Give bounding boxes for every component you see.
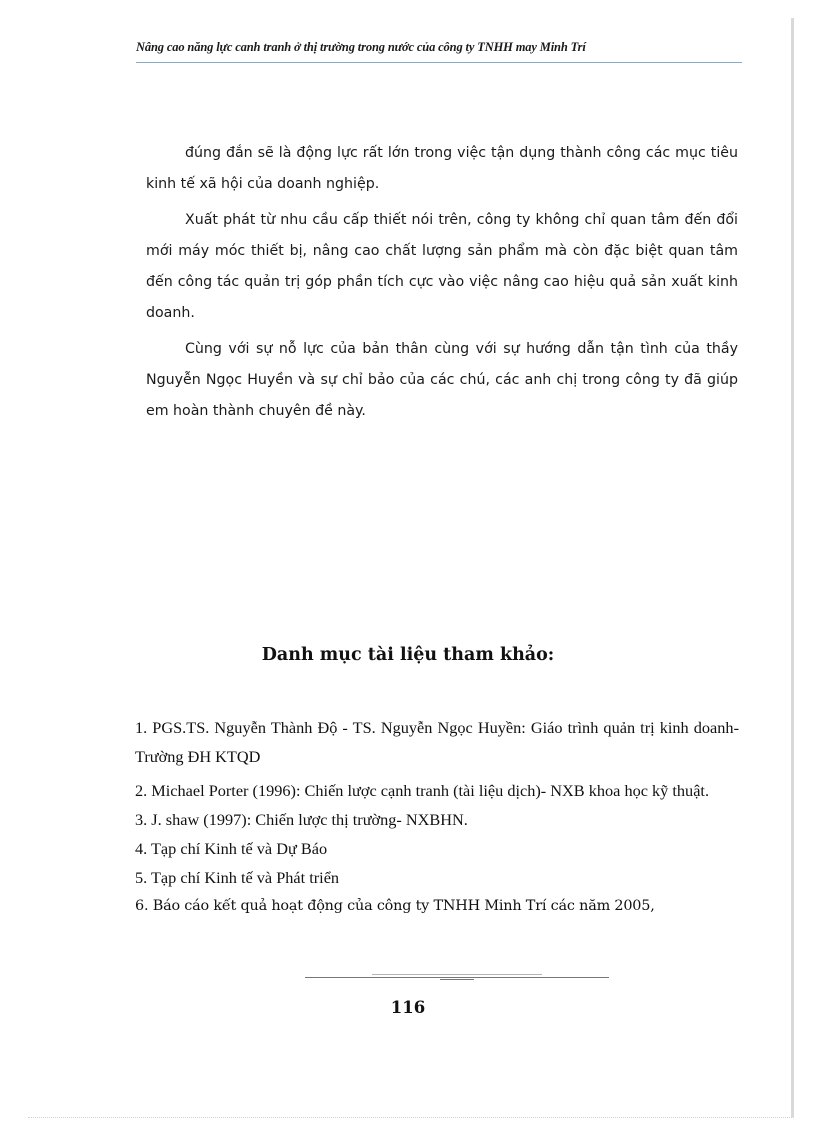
references-title: Danh mục tài liệu tham khảo: <box>261 645 555 665</box>
body-paragraph: đúng đắn sẽ là động lực rất lớn trong việc tận dụng thành công các mục tiêu kinh tế xã hội của doanh nghiệp. <box>146 145 738 192</box>
footer-rule-accent <box>372 974 542 975</box>
body-paragraph: Cùng với sự nỗ lực của bản thân cùng với sự hướng dẫn tận tình của thầy Nguyễn Ngọc Huyền và sự chỉ bảo của các chú, các anh chị trong công ty đã giúp em hoàn thành chuyên đề này. <box>146 341 738 419</box>
reference-item: 1. PGS.TS. Nguyễn Thành Độ - TS. Nguyễn Ngọc Huyền: Giáo trình quản trị kinh doanh- Trường ĐH KTQD <box>135 718 739 766</box>
body-paragraph: Xuất phát từ nhu cầu cấp thiết nói trên, công ty không chỉ quan tâm đến đổi mới máy móc thiết bị, nâng cao chất lượng sản phẩm mà còn đặc biệt quan tâm đến công tác quản trị góp phần tích cực vào việc nâng cao hiệu quả sản xuất kinh doanh. <box>146 212 738 321</box>
running-header: Nâng cao năng lực canh tranh ở thị trường trong nước của công ty TNHH may Minh Trí <box>136 40 586 54</box>
reference-item: 3. J. shaw (1997): Chiến lược thị trường- NXBHN. <box>135 810 468 829</box>
footer-rule <box>305 977 609 978</box>
reference-item: 4. Tạp chí Kinh tế và Dự Báo <box>135 839 328 858</box>
reference-item: 5. Tạp chí Kinh tế và Phát triển <box>135 868 340 887</box>
page-number: 116 <box>390 998 426 1017</box>
reference-item: 6. Báo cáo kết quả hoạt động của công ty TNHH Minh Trí các năm 2005, <box>135 898 655 914</box>
header-rule <box>136 62 742 63</box>
footer-rule-mark <box>440 979 474 980</box>
references-list <box>135 713 739 921</box>
reference-item: 2. Michael Porter (1996): Chiến lược cạnh tranh (tài liệu dịch)- NXB khoa học kỹ thuật. <box>135 781 710 800</box>
body-text <box>146 138 738 432</box>
